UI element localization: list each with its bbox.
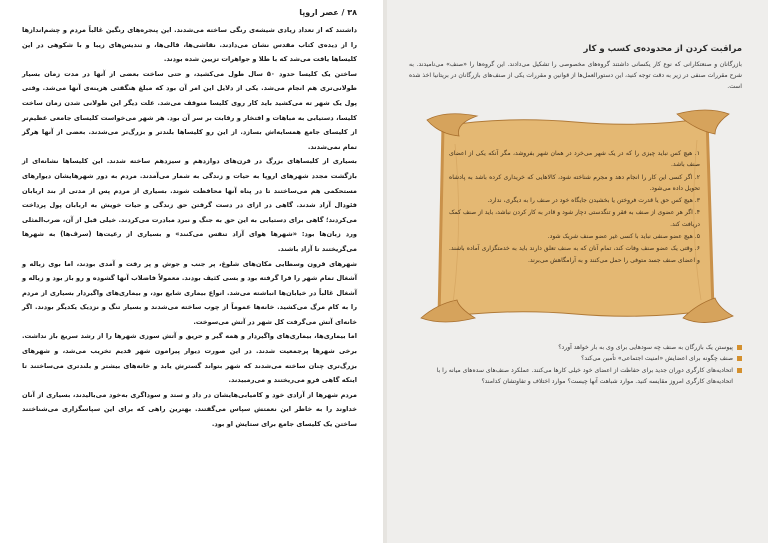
question-text: اتحادیه‌های کارگری دوران جدید برای حفاظت از اعضای خود خیلی کارها می‌کنند. عملکرد صنف‌های سده‌های میانه را با اتحادیه‌های کارگری امروز مقایسه کنید. موارد شباهت آنها چیست؟ موارد اختلاف و تفاوتشان کدامند؟ [436,366,733,385]
square-bullet-icon [737,356,742,361]
guild-rule: ۳. هیچ کس حق یا قدرت فروختن یا بخشیدن جایگاه خود در صنف را به دیگری، ندارد. [487,197,700,205]
guild-rule: ۱. هیچ کس نباید چیزی را که در یک شهر می‌خرد در همان شهر بفروشد، مگر آنکه یکی از اعضای صنف باشد. [449,150,700,169]
question-item [409,342,742,353]
parchment-scroll [415,104,736,332]
left-page [0,0,383,543]
left-body-text [22,23,357,432]
body-paragraph: مردم شهرها از آزادی خود و کامیابی‌هایشان در داد و ستد و سوداگری به‌خود می‌بالیدند، بسیاری از آنان خداوند را به خاطر این نعمتش سپاس می‌گفتند. بهترین راهی که برای این سپاسگزاری می‌شناختند ساختن یک کلیسای جامع برای ستایش او بود. [22,390,357,429]
questions-list [409,342,742,387]
intro-paragraph: بازرگانان و صنعتکارانی که نوع کار یکسانی داشتند گروه‌های مخصوصی را تشکیل می‌دادند. این گروه‌ها را «صنف» می‌نامیدند. به شرح مقررات صنفی در زیر به دقت توجه کنید، این دستورالعمل‌ها از قوانین و مقررات یکی از صنف‌های بازرگانان در بریتانیا اخذ شده است. [408,61,742,90]
body-paragraph: اما بیماری‌ها، بیماری‌های واگیردار و همه گیر و حریق و آتش سوزی شهرها را از رشد سریع باز نداشت. برخی شهرها پرجمعیت شدند. در این صورت دیوار پیرامون شهر قدیم تخریب می‌شد، و شهرهای بزرگ‌تری چنان ساخته می‌شدند که شهر بتواند گسترش یابد و خانه‌های بیشتر و بلندتری می‌ساختند تا اینکه گاهی فرو می‌ریختند و می‌رمبیدند. [22,332,357,385]
question-text: پیوستن یک بازرگان به صنف چه سودهایی برای وی به بار خواهد آورد؟ [558,344,733,351]
body-paragraph: داشتند که از تعداد زیادی شیشه‌ی رنگی ساخته می‌شدند. این پنجره‌های رنگین غالباً مردم و چشم‌اندازها را از دیده‌ی کتاب مقدس نشان می‌دادند. نقاشی‌ها، قالی‌ها، و تندیس‌های زیبا و با شکوهی در این کلیساها یافت می‌شد که با طلا و جواهرات تزیین شده بودند. [22,26,357,64]
question-text: صنف چگونه برای اعضایش «امنیت اجتماعی» تأمین می‌کند؟ [581,355,733,363]
square-bullet-icon [737,368,742,373]
section-title: مراقبت کردن از محدوده‌ی کسب و کار [583,44,742,54]
guild-rules-list [449,148,700,267]
running-head: ۳۸ / عصر اروپا [299,8,357,17]
guild-rule: ۲. اگر کسی این کار را انجام دهد و مجرم شناخته شود، کالاهایی که خریداری کرده باشد به پادشاه تحویل داده می‌شود. [449,173,700,192]
body-paragraph: ساختن یک کلیسا حدود ۵۰ سال طول می‌کشید، و حتی ساخت بعضی از آنها در مدت زمان بسیار طولانی‌تری هم انجام می‌شد. یکی از دلایل این امر آن بود که مبلغ هنگفتی هزینه‌ی آنها می‌شد. وقتی پول یک شهر ته می‌کشید باید کار روی کلیسا متوقف می‌شد. علت دیگر این طولانی شدن زمان ساخت کلیسا، دستیابی به مباهات و افتخار و رقابت بر سر آن بود. هر شهر می‌خواست کلیسای جامعی عظیم‌تر از کلیسای جامع همسایه‌اش بسازد. از این رو کلیساها بلندتر و بزرگ‌تر می‌شدند. بعضی از آنها هرگز تمام نمی‌شدند. [22,69,357,151]
body-paragraph: شهرهای قرون وسطایی مکان‌های شلوغ، پر جنب و جوش و پر رفت و آمدی بودند، اما بوی زباله و آشغال تمام شهر را فرا گرفته بود و بسی کثیف بودند. معمولاً فاضلاب آنها گشوده و رو باز بود و زباله و آشغال غالباً در خیابان‌ها انباشته می‌شد. انواع بیماری شایع بود، و بیماری‌های واگیردار بسیاری از مردم را به کام مرگ می‌کشید. خانه‌ها عموماً از چوب ساخته می‌شدند و بسیار تنگ و نزدیک یکدیگر بودند. اگر خانه‌ای آتش می‌گرفت کل شهر در آتش می‌سوخت. [22,259,357,326]
right-page [387,0,768,543]
guild-rule: ۵. هیچ عضو صنفی نباید با کسی غیر عضو صنف شریک شود. [547,233,700,241]
guild-rule: ۶. وقتی یک عضو صنف وفات کند، تمام آنان که به صنف تعلق دارند باید به خدمتگزاری آماده باشند. و اعضای صنف جسد متوفی را حمل می‌کنند و به آرامگاهش می‌برند. [449,245,700,264]
question-item [409,365,742,388]
question-item [409,353,742,364]
body-paragraph: بسیاری از کلیساهای بزرگ در قرن‌های دوازدهم و سیزدهم ساخته شدند. این کلیساها نشانه‌ای از بازگشت مجدد شهرهای اروپا به حیات و زندگی به شمار می‌آمدند. مردم به دور شهرهایشان دیوارهای مستحکمی هم می‌ساختند تا در پناه آنها محافظت شوند. بسیاری از مردم پس از مدتی از بند اربابان فئودال آزاد شدند. گاهی در ازای در دست گرفتن حق زندگی و حیات خویش به اربابان پول پرداخت می‌کردند؛ گاهی برای دستیابی به این حق به جنگ و نبرد مبادرت می‌کردند. خیلی قبل از آن، ضرب‌المثلی ورد زبان‌ها بود: «شهرها هوای آزاد تنفس می‌کنند» و بسیاری از رعیت‌ها (سرف‌ها) به شهرها می‌گریختند تا آزاد باشند. [22,157,357,253]
guild-rule: ۴. اگر هر عضوی از صنف به فقر و تنگدستی دچار شود و قادر به کار کردن نباشد، باید از صنف کمک دریافت کند. [449,209,700,228]
square-bullet-icon [737,345,742,350]
